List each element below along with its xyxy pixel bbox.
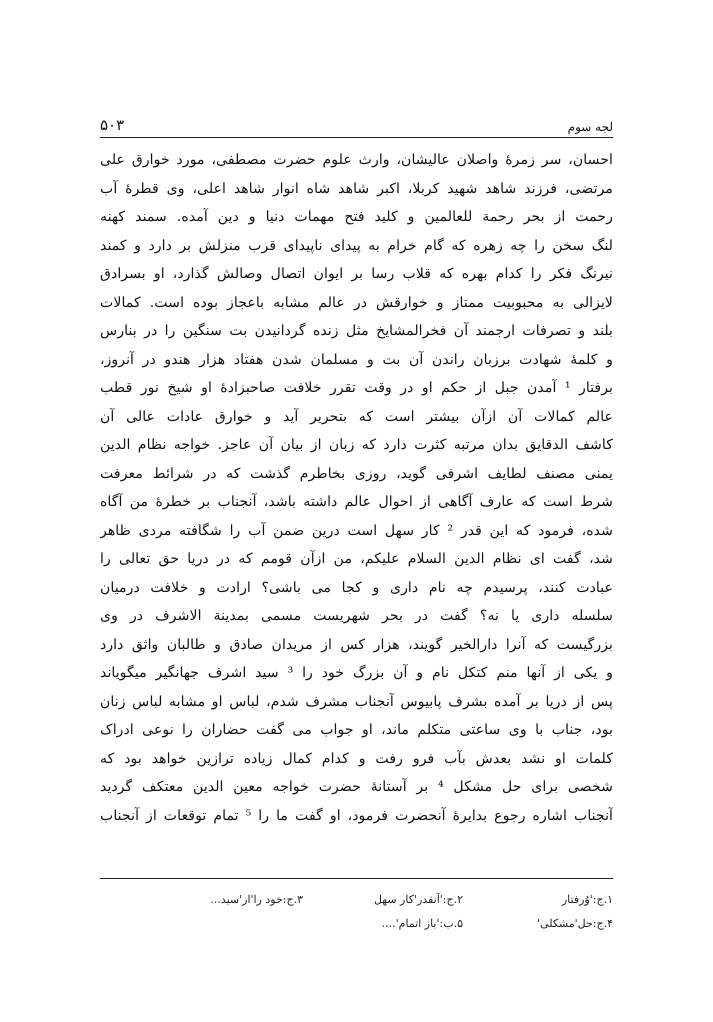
text-line: احسان، سر زمرهٔ واصلان عالیشان، وارث علوم حضرت مصطفی، مورد خوارق علی bbox=[100, 152, 613, 168]
text-line: رحمت از بحر رحمة للعالمین و کلید فتح مهمات دنیا و دین آمده. سمند کهنه bbox=[100, 209, 613, 225]
text-line: مرتضی، فرزند شاهد شهید کربلا، اکبر شاهد شاه انوار شاهد اعلی، وی قطرهٔ آب bbox=[100, 180, 613, 197]
page-header bbox=[100, 110, 613, 134]
text-line: شرط است که عارف آگاهی از احوال عالم داشته باشد، آنجناب بر خطرهٔ من آگاه bbox=[100, 494, 613, 510]
text-line: بزرگیست که آنرا دارالخیر گویند، هزار کس از مریدان صادق و طالبان واثق دارد bbox=[100, 636, 613, 653]
footnote-3: ۳.ج:خود را'از'سید... bbox=[210, 893, 303, 906]
text-line: بود، جناب با وی ساعتی متکلم ماند، او جواب می گفت حضاران را نوعی ادراک bbox=[100, 722, 613, 738]
text-line: بلند و تصرفات ارجمند آن فخرالمشایخ مثل زنده گردانیدن بت سنگین را در بنارس bbox=[100, 323, 613, 339]
text-line: کاشف الدقایق بدان مرتبه کثرت دارد که زبان از بیان آن عاجز. خواجه نظام الدین bbox=[100, 437, 613, 453]
text-line: عالم کمالات آن ازآن بیشتر است که بتحریر آید و خوارق عادات عالی آن bbox=[100, 408, 613, 425]
text-line: یمنی مصنف لطایف اشرفی گوید، روزی بخاطرم گذشت که در شرائط معرفت bbox=[100, 465, 613, 482]
footnote-rule bbox=[100, 878, 613, 879]
running-title: لجه سوم bbox=[567, 120, 613, 134]
text-line: کلمات او نشد بعدش بآب فرو رفت و کدام کمال زیاده ترازین خواهد بود که bbox=[100, 750, 613, 767]
footnote-1: ۱.ج:'وُرفتار bbox=[561, 893, 613, 906]
text-line: شخصی برای حل مشکل ⁴ بر آستانهٔ حضرت خواجه معین الدین معتکف گردید bbox=[100, 779, 613, 795]
body-text bbox=[100, 146, 613, 830]
footnotes bbox=[150, 888, 613, 936]
footnote-row bbox=[150, 912, 613, 936]
text-line: و کلمهٔ شهادت برزبان راندن آن بت و مسلمان شدن هفتاد هزار هندو در آنروز، bbox=[100, 351, 613, 368]
text-line: سلسله داری یا نه؟ گفت در بحر شهریست مسمی بمدینة الاشرف در وی bbox=[100, 608, 613, 624]
footnote-5: ۵.ب:'باز اتمام'.... bbox=[381, 917, 463, 930]
footnote-row bbox=[150, 888, 613, 912]
text-line: عبادت کنند، پرسیدم چه نام داری و کجا می باشی؟ ارادت و خلافت درمیان bbox=[100, 579, 613, 596]
text-line: پس از دریا بر آمده بشرف پابیوس آنجناب مشرف شدم، لباس او مشابه لباس زنان bbox=[100, 693, 613, 710]
text-line: آنجناب اشاره رجوع بدایرهٔ آنحضرت فرمود، او گفت ما را ⁵ تمام توقعات از آنجناب bbox=[100, 807, 613, 824]
text-line: شده، فرمود که این قدر ² کار سهل است درین ضمن آب را شگافته مردی ظاهر bbox=[100, 522, 613, 539]
text-line: نیرنگ فکر را کدام بهره که قلاب رسا بر ایوان اتصال وصالش گذارد، او بسرادق bbox=[100, 266, 613, 282]
text-line: و یکی از آنها منم کتکل نام و آن بزرگ خود را ³ سید اشرف جهانگیر میگویاند bbox=[100, 665, 613, 681]
header-rule bbox=[100, 137, 613, 138]
footnote-4: ۴.ج:حل'مشکلی' bbox=[537, 917, 613, 930]
page-number: ۵۰۳ bbox=[100, 116, 125, 134]
text-line: برفتار ¹ آمدن جبل از حکم او در وقت تقرر خلافت صاحبزادهٔ او شیخ نور قطب bbox=[100, 380, 613, 396]
text-line: شد، گفت ای نظام الدین السلام علیکم، من ازآن قومم که در دریا حق تعالی را bbox=[100, 551, 613, 567]
footnote-2: ۲.ج:'آنقدر'کار سهل bbox=[373, 893, 463, 906]
text-line: لایزالی به محبوبیت ممتاز و خوارقش در عالم مشابه باعجاز بوده است. کمالات bbox=[100, 294, 613, 311]
text-line: لنگ سخن را چه زهره که گام خرام به پیدای ناپیدای قرب منزلش بر دارد و کمند bbox=[100, 237, 613, 254]
